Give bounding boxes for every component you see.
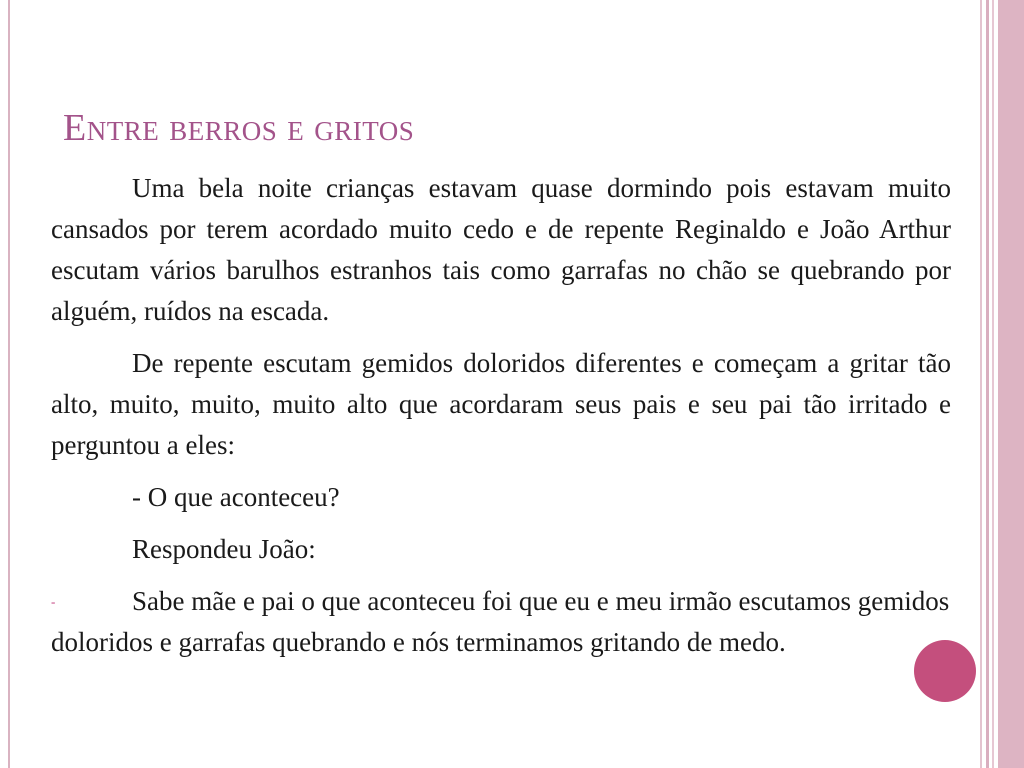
slide-title: Entre berros e gritos bbox=[63, 107, 415, 149]
paragraph-2: De repente escutam gemidos doloridos diferentes e começam a gritar tão alto, muito, muito, muito alto que acordaram seus pais e seu pai tão irritado e perguntou a eles: bbox=[51, 348, 951, 460]
dialogue-line-answer-intro: Respondeu João: bbox=[132, 534, 316, 564]
left-border-stripe bbox=[8, 0, 10, 768]
bullet-text: Sabe mãe e pai o que aconteceu foi que eu e meu irmão escutamos gemidos doloridos e garrafas quebrando e nós terminamos gritando de medo. bbox=[51, 586, 950, 657]
right-stripe-1 bbox=[980, 0, 982, 768]
bullet-paragraph bbox=[51, 581, 951, 663]
right-border-stripes bbox=[980, 0, 1024, 768]
paragraph-1: Uma bela noite crianças estavam quase dormindo pois estavam muito cansados por terem acordado muito cedo e de repente Reginaldo e João Arthur escutam vários barulhos estranhos tais como garrafas no chão se quebrando por alguém, ruídos na escada. bbox=[51, 173, 951, 326]
slide-body bbox=[51, 168, 951, 663]
right-stripe-2 bbox=[986, 0, 989, 768]
dialogue-line-question: - O que aconteceu? bbox=[132, 482, 340, 512]
right-stripe-4 bbox=[998, 0, 1024, 768]
right-stripe-3 bbox=[992, 0, 994, 768]
decorative-circle bbox=[914, 640, 976, 702]
bullet-dash-marker: - bbox=[51, 594, 56, 609]
